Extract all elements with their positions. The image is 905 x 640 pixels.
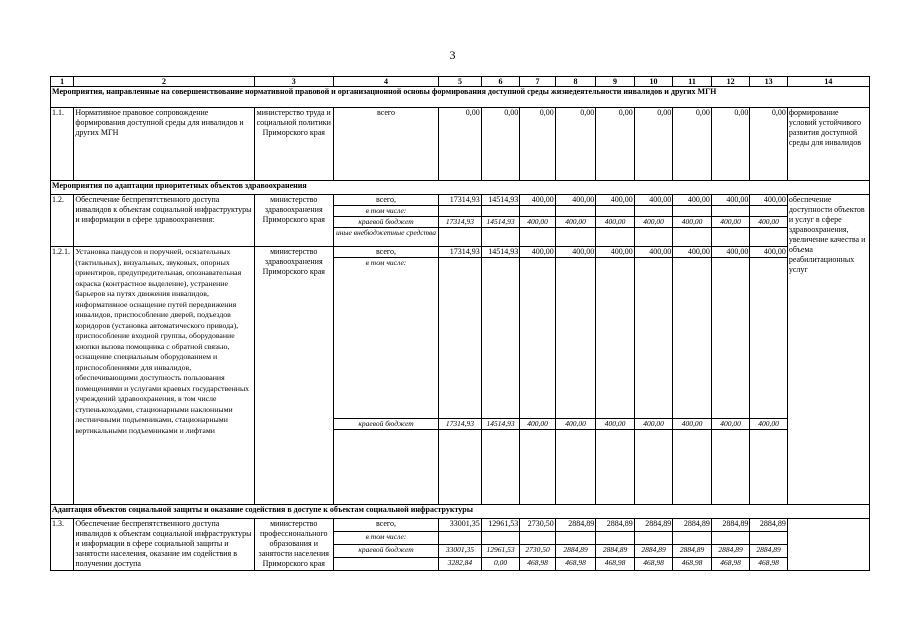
- value-cell: 2884,89: [750, 519, 788, 532]
- value-cell: 14514,93: [481, 195, 520, 206]
- funding-source-regional: краевой бюджет: [333, 419, 438, 430]
- section-heading: [51, 87, 870, 108]
- value-cell: 17314,93: [439, 419, 482, 430]
- value-cell: 0,00: [634, 108, 673, 181]
- value-cell: 3282,84: [439, 558, 482, 571]
- section-title-legal: Мероприятия, направленные на совершенствование нормативной правовой и организационной основы формирования доступной среды жизнедеятельности инвалидов и других МГН: [51, 87, 870, 108]
- section-heading: [51, 505, 870, 519]
- value-cell: 2730,50: [520, 545, 555, 558]
- value-cell: 468,98: [750, 558, 788, 571]
- table-row: [51, 519, 870, 532]
- value-cell: 2884,89: [711, 519, 750, 532]
- header-cell: 6: [481, 77, 520, 87]
- value-cell: 2884,89: [634, 519, 673, 532]
- funding-source-regional: краевой бюджет: [333, 217, 438, 228]
- value-cell: 0,00: [711, 108, 750, 181]
- value-cell: 400,00: [711, 419, 750, 430]
- executor: министерство здравоохранения Приморского края: [254, 247, 333, 505]
- value-cell: 0,00: [520, 108, 555, 181]
- row-number: 1.2.1.: [51, 247, 74, 505]
- value-cell: 17314,93: [439, 195, 482, 206]
- page-number: 3: [449, 48, 456, 62]
- executor: министерство здравоохранения Приморского края: [254, 195, 333, 247]
- value-cell: 2884,89: [750, 545, 788, 558]
- value-cell: 400,00: [673, 419, 712, 430]
- value-cell: 400,00: [555, 247, 596, 258]
- value-cell: 0,00: [439, 108, 482, 181]
- executor: министерство труда и социальной политики Приморского края: [254, 108, 333, 181]
- value-cell: 2884,89: [555, 545, 596, 558]
- header-cell: 11: [673, 77, 712, 87]
- value-cell: 400,00: [520, 217, 555, 228]
- header-cell: 10: [634, 77, 673, 87]
- value-cell: 0,00: [481, 108, 520, 181]
- value-cell: 468,98: [711, 558, 750, 571]
- value-cell: 400,00: [596, 247, 635, 258]
- value-cell: 468,98: [596, 558, 635, 571]
- activity-description: Нормативное правовое сопровождение формирования доступной среды для инвалидов и других МГН: [74, 108, 254, 181]
- value-cell: 400,00: [520, 419, 555, 430]
- funding-source-total: всего,: [333, 247, 438, 258]
- value-cell: 468,98: [634, 558, 673, 571]
- value-cell: 14514,93: [481, 217, 520, 228]
- funding-source-including: в том числе:: [333, 206, 438, 217]
- funding-source-total: всего,: [333, 519, 438, 532]
- header-cell: 8: [555, 77, 596, 87]
- section-title-health: Мероприятия по адаптации приоритетных объектов здравоохранения: [51, 181, 870, 195]
- expected-result: обеспечение доступности объектов и услуг в сфере здравоохранения, увеличение качества и объема реабилитационных услуг: [787, 195, 869, 505]
- row-number: 1.2.: [51, 195, 74, 247]
- activity-description: Обеспечение беспрепятственного доступа инвалидов к объектам социальной инфраструктуры и информации в сфере здравоохранения:: [74, 195, 254, 247]
- value-cell: 2884,89: [634, 545, 673, 558]
- value-cell: 400,00: [520, 247, 555, 258]
- funding-source: всего: [333, 108, 438, 181]
- header-cell: 9: [596, 77, 635, 87]
- value-cell: 17314,93: [439, 217, 482, 228]
- header-cell: 1: [51, 77, 74, 87]
- row-number: 1.3.: [51, 519, 74, 571]
- value-cell: 400,00: [555, 195, 596, 206]
- table-row: [51, 247, 870, 258]
- funding-source-including: в том числе:: [333, 532, 438, 545]
- value-cell: 14514,93: [481, 247, 520, 258]
- value-cell: 400,00: [520, 195, 555, 206]
- value-cell: 400,00: [555, 217, 596, 228]
- value-cell: 2884,89: [555, 519, 596, 532]
- value-cell: 400,00: [596, 195, 635, 206]
- value-cell: 400,00: [596, 419, 635, 430]
- value-cell: 2884,89: [596, 519, 635, 532]
- value-cell: 468,98: [673, 558, 712, 571]
- value-cell: 0,00: [750, 108, 788, 181]
- value-cell: 400,00: [596, 217, 635, 228]
- value-cell: 2884,89: [673, 519, 712, 532]
- expected-result: формирование условий устойчивого развития доступной среды для инвалидов: [787, 108, 869, 181]
- funding-source-including: в том числе:: [333, 258, 438, 419]
- value-cell: 400,00: [750, 419, 788, 430]
- value-cell: 400,00: [555, 419, 596, 430]
- value-cell: 400,00: [673, 195, 712, 206]
- value-cell: 12961,53: [481, 519, 520, 532]
- section-heading: [51, 181, 870, 195]
- value-cell: 2884,89: [711, 545, 750, 558]
- value-cell: 400,00: [750, 217, 788, 228]
- header-cell: 13: [750, 77, 788, 87]
- value-cell: 400,00: [634, 217, 673, 228]
- value-cell: 400,00: [711, 217, 750, 228]
- table-row: [51, 195, 870, 206]
- value-cell: 400,00: [673, 247, 712, 258]
- header-cell: 3: [254, 77, 333, 87]
- header-cell: 14: [787, 77, 869, 87]
- value-cell: 468,98: [520, 558, 555, 571]
- header-cell: 7: [520, 77, 555, 87]
- header-cell: 2: [74, 77, 254, 87]
- value-cell: 400,00: [634, 419, 673, 430]
- header-cell: 5: [439, 77, 482, 87]
- value-cell: 2884,89: [673, 545, 712, 558]
- activity-description: Установка пандусов и поручней, осязательных (тактильных), визуальных, звуковых, опорных ориентиров, предупредительная, опознавательная окраска (контрастное выделение), устранение барьеров на путях движения инвалидов, информативное оснащение путей передвижения инвалидов, приспособление дверей, подъездов коридоров (установка автоматического привода), приспособление входной группы, оборудование кнопки вызова помощника с обратной связью, оснащение специальным оборудованием и приспособлениями для инвалидов, обеспечивающими доступность пользования помещениями и услугами краевых государственных учреждений здравоохранения, в том числе ступенькоходами, стационарными наклонными лестничными подъемниками, стационарными вертикальными подъемниками и лифтами: [74, 247, 254, 505]
- value-cell: 0,00: [555, 108, 596, 181]
- value-cell: 400,00: [750, 247, 788, 258]
- value-cell: 2730,50: [520, 519, 555, 532]
- value-cell: 17314,93: [439, 247, 482, 258]
- value-cell: 0,00: [673, 108, 712, 181]
- value-cell: 400,00: [711, 195, 750, 206]
- value-cell: 468,98: [555, 558, 596, 571]
- value-cell: 400,00: [711, 247, 750, 258]
- value-cell: 33001,35: [439, 519, 482, 532]
- value-cell: 0,00: [481, 558, 520, 571]
- program-activities-table: [50, 76, 870, 571]
- value-cell: 12961,53: [481, 545, 520, 558]
- value-cell: 400,00: [673, 217, 712, 228]
- column-number-header: [51, 77, 870, 87]
- section-title-social: Адаптация объектов социальной защиты и оказание содействия в доступе к объектам социальной инфраструктуры: [51, 505, 870, 519]
- value-cell: 400,00: [750, 195, 788, 206]
- funding-source-total: всего,: [333, 195, 438, 206]
- value-cell: 14514,93: [481, 419, 520, 430]
- executor: министерство профессионального образования и занятости населения Приморского края: [254, 519, 333, 571]
- funding-source-regional: краевой бюджет: [333, 545, 438, 558]
- funding-source-other: иные внебюджетные средства: [333, 228, 438, 247]
- value-cell: 2884,89: [596, 545, 635, 558]
- header-cell: 12: [711, 77, 750, 87]
- row-number: 1.1.: [51, 108, 74, 181]
- value-cell: 33001,35: [439, 545, 482, 558]
- activity-description: Обеспечение беспрепятственного доступа инвалидов к объектам социальной инфраструктуры и информации в сфере социальной защиты и занятости населения, оказание им содействия в получении доступа: [74, 519, 254, 571]
- value-cell: 0,00: [596, 108, 635, 181]
- value-cell: 400,00: [634, 247, 673, 258]
- value-cell: 400,00: [634, 195, 673, 206]
- header-cell: 4: [333, 77, 438, 87]
- table-row: [51, 108, 870, 181]
